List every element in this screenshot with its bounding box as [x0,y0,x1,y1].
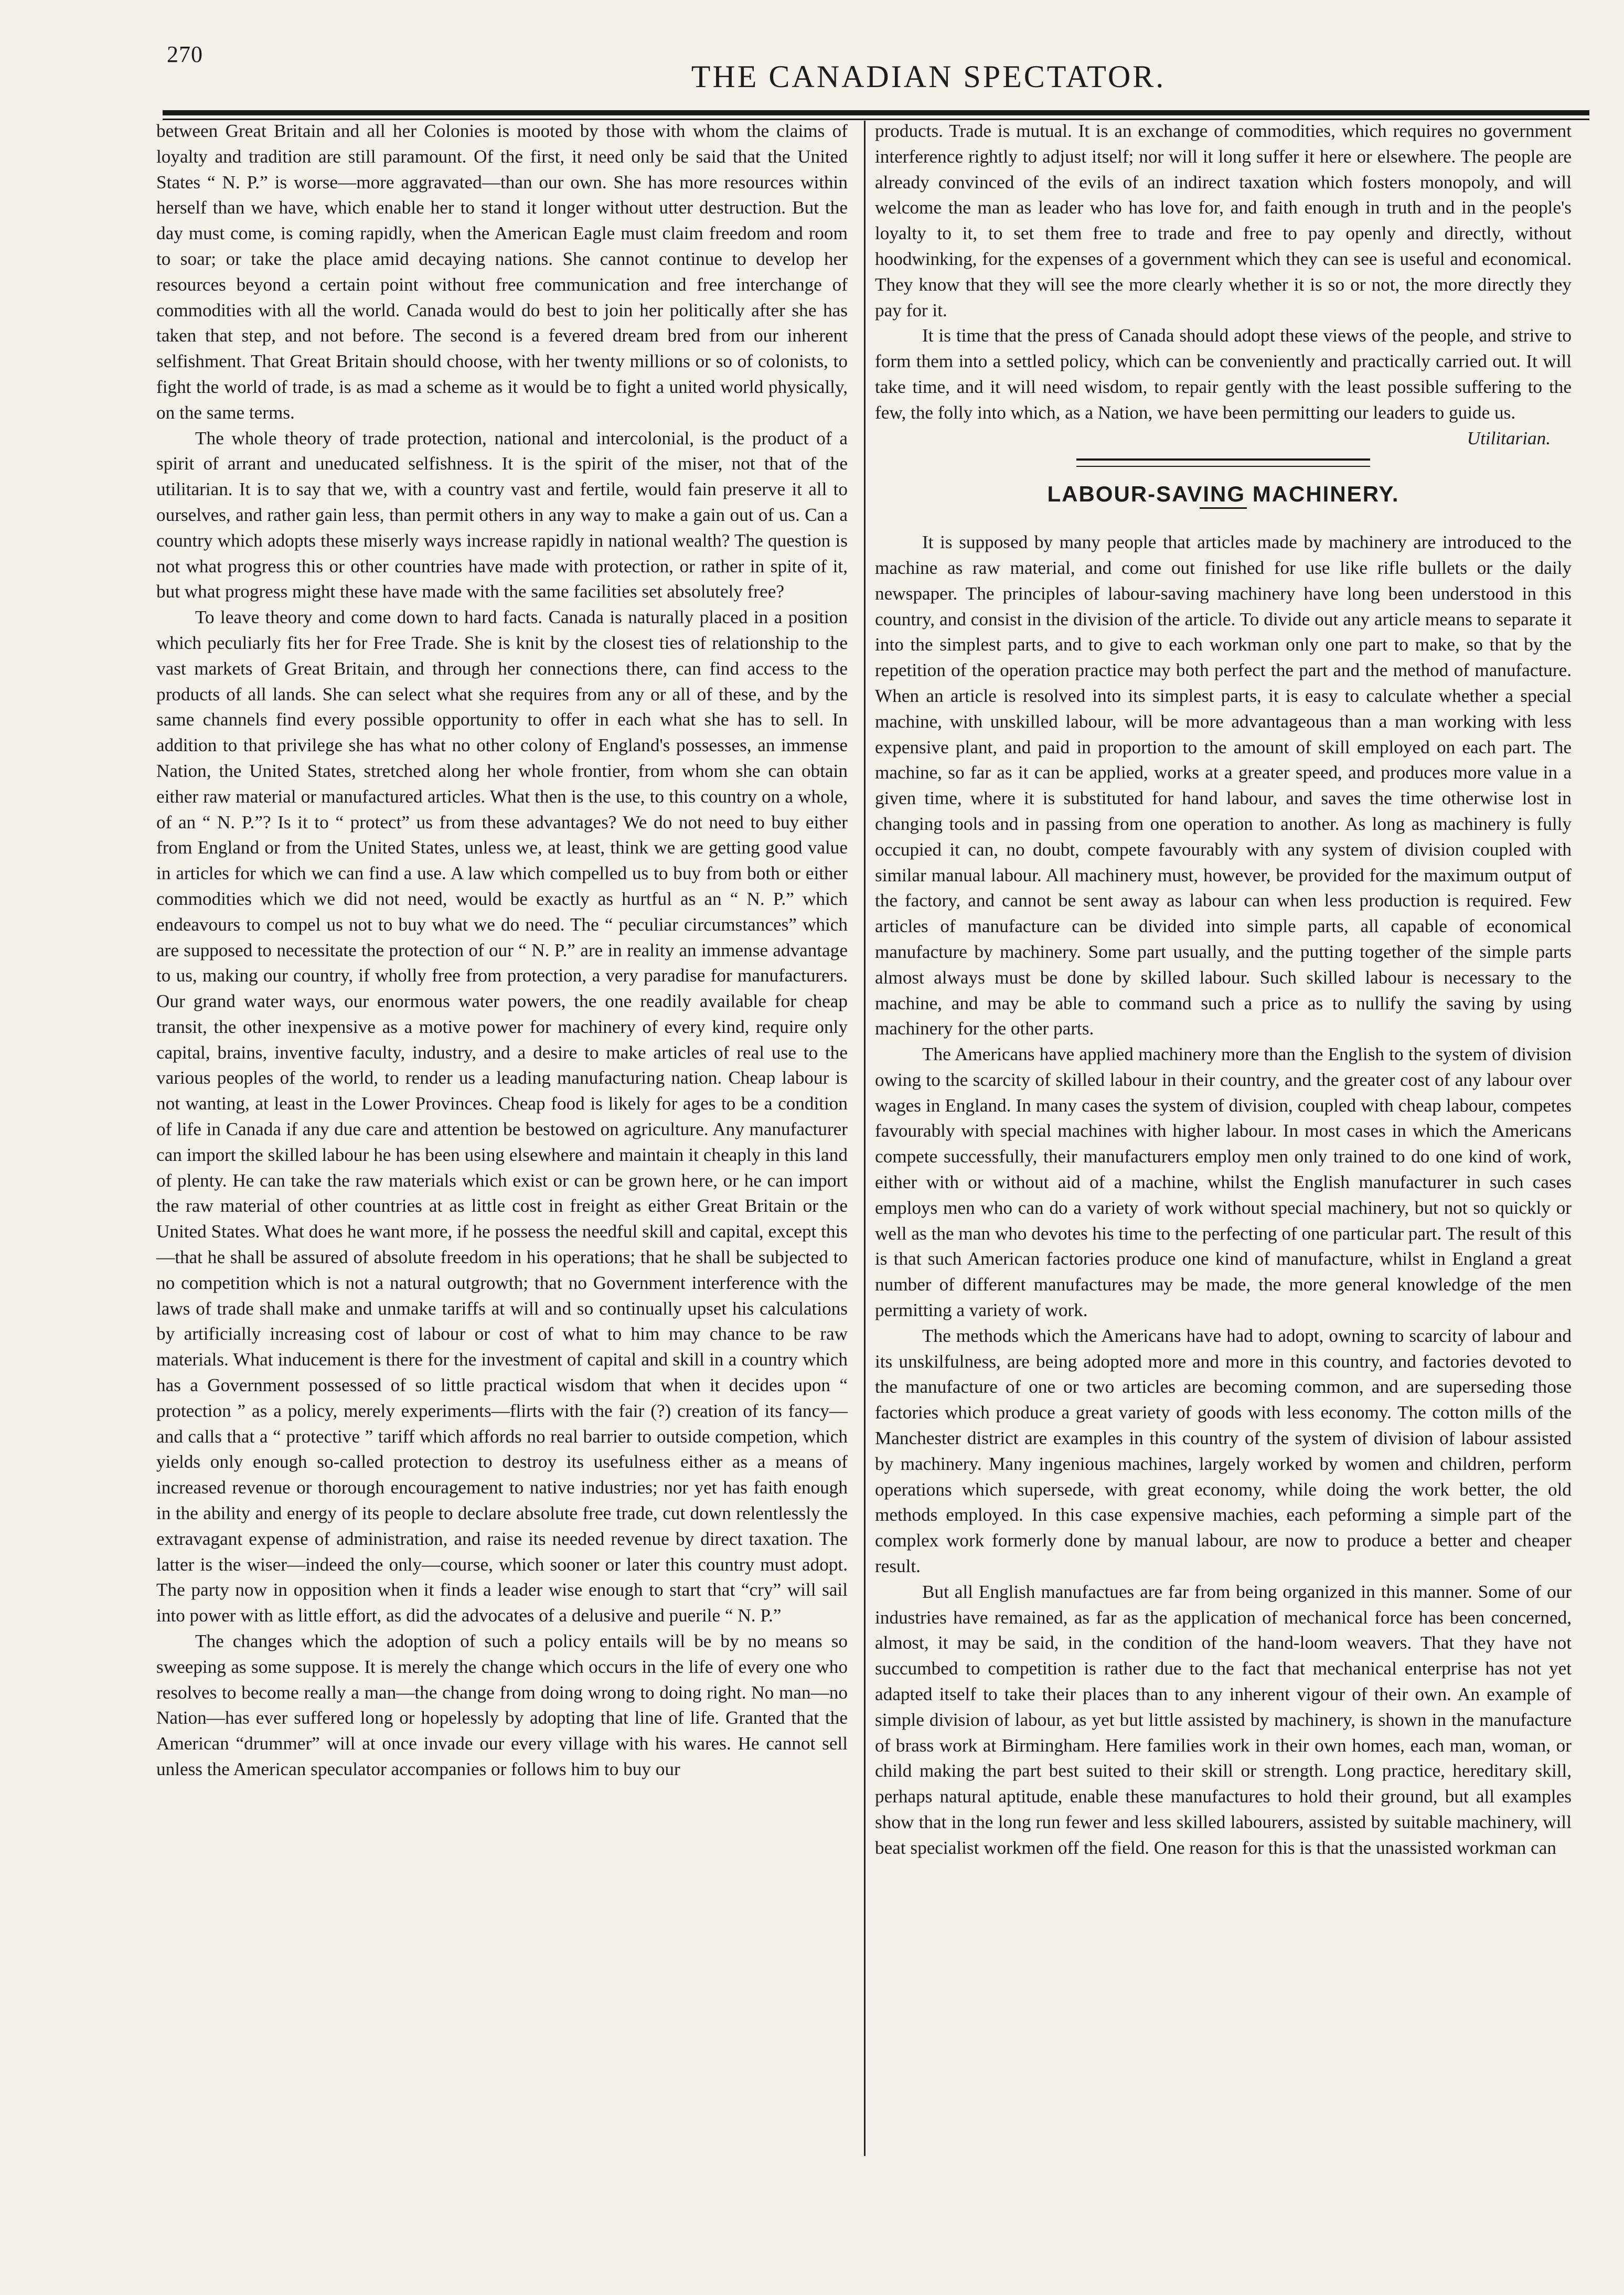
column-divider [864,121,866,2156]
article-paragraph-3: The methods which the Americans have had to adopt, owning to scarcity of labour and its unskilfulness, are being adopted more and more in this country, and factories devoted to the manufacture of one or two articles are becoming common, and are superseding those factories which produce a great variety of goods with less economy. The cotton mills of the Manchester district are examples in this country of the system of division of labour assisted by machinery. Many ingenious machines, largely worked by women and children, perform operations which supersede, with great economy, while doing the work better, the old methods employed. In this case expensive machies, each peforming a simple part of the complex work formerly done by manual labour, are now to produce a better and cheaper result. [875,1325,1572,1577]
page-number: 270 [167,41,203,67]
left-paragraph-2: The whole theory of trade protection, national and intercolonial, is the product of a spirit of arrant and uneducated selfishness. It is the spirit of the miser, not that of the utilitarian. It is to say that we, with a country vast and fertile, would fain preserve it all to ourselves, and rather gain less, than permit others in any way to make a gain out of us. Can a country which adopts these miserly ways increase rapidly in national wealth? The question is not what progress this or other countries have made with protection, or rather in spite of it, but what progress might these have made with the same facilities set absolutely free? [156,428,848,602]
author-signature: Utilitarian. [1467,428,1551,449]
publication-title: THE CANADIAN SPECTATOR. [691,59,1166,94]
header-rule-thick [163,110,1589,115]
left-paragraph-1: between Great Britain and all her Colonies is mooted by those with whom the claims of loyalty and tradition are still paramount. Of the first, it need only be said that the United States “ N. P.” is worse—more aggravated—than our own. She has more resources within herself than we have, which enable her to stand it longer without utter destruction. But the day must come, is coming rapidly, when the American Eagle must claim freedom and room to soar; or take the place amid decaying nations. She cannot continue to develop her resources beyond a certain point without free communication and free interchange of commodities with all the world. Canada would do best to join her politically after she has taken that step, and not before. The second is a fevered dream bred from our inherent selfishment. That Great Britain should choose, with her twenty millions or so of colonists, to fight the world of trade, is as mad a scheme as it would be to fight a united world physically, on the same terms. [156,121,848,423]
right-column [875,119,1572,1861]
right-intro-paragraph-1: products. Trade is mutual. It is an exchange of commodities, which requires no government interference rightly to adjust itself; nor will it long suffer it here or elsewhere. The people are already convinced of the evils of an indirect taxation which fosters monopoly, and will welcome the man as leader who has love for, and faith enough in truth and in the people's loyalty to it, to set them free to trade and free to pay openly and directly, without hoodwinking, for the expenses of a government which they can see is useful and economical. They know that they will see the more clearly whether it is so or not, the more directly they pay for it. [875,121,1572,321]
left-column [156,119,848,1782]
left-paragraph-4: The changes which the adoption of such a policy entails will be by no means so sweeping as some suppose. It is merely the change which occurs in the life of every one who resolves to become really a man—the change from doing wrong to doing right. No man—no Nation—has ever suffered long or hopelessly by adopting that line of life. Granted that the American “drummer” will at once invade our every village with his wares. He cannot sell unless the American speculator accompanies or follows him to buy our [156,1631,848,1779]
heading-underline [1200,507,1247,509]
right-intro-paragraph-2: It is time that the press of Canada should adopt these views of the people, and strive to form them into a settled policy, which can be conveniently and practically carried out. It will take time, and it will need wisdom, to repair gently with the least possible suffering to the few, the folly into which, as a Nation, we have been permitting our leaders to guide us. [875,325,1572,423]
article-paragraph-4: But all English manufactues are far from being organized in this manner. Some of our industries have remained, as far as the application of mechanical force has been concerned, almost, it may be said, in the condition of the hand-loom weavers. That they have not succumbed to competition is rather due to the fact that mechanical enterprise has not yet adapted itself to take their places than to any inherent vigour of their own. An example of simple division of labour, as yet but little assisted by machinery, is shown in the manufacture of brass work at Birmingham. Here families work in their own homes, each man, woman, or child making the part best suited to their skill or strength. Long practice, hereditary skill, perhaps natural aptitude, enable these manufactures to hold their ground, but all examples show that in the long run fewer and less skilled labourers, assisted by suitable machinery, will beat specialist workmen off the field. One reason for this is that the unassisted workman can [875,1581,1572,1858]
article-heading: LABOUR-SAVING MACHINERY. [1047,482,1399,507]
article-paragraph-1: It is supposed by many people that articles made by machinery are introduced to the machine as raw material, and come out finished for use like rifle bullets or the daily newspaper. The principles of labour-saving machinery have long been understood in this country, and consist in the division of the article. To divide out any article means to separate it into the simplest parts, and to give to each workman only one part to make, so that by the repetition of the operation practice may both perfect the part and the method of manufacture. When an article is resolved into its simplest parts, it is easy to calculate whether a special machine, with unskilled labour, will be more advantageous than a man working with less expensive plant, and paid in proportion to the amount of skill employed on each part. The machine, so far as it can be applied, works at a greater speed, and produces more value in a given time, where it is substituted for hand labour, and saves the time otherwise lost in changing tools and in passing from one operation to another. As long as machinery is fully occupied it can, no doubt, compete favourably with any system of division coupled with similar manual labour. All machinery must, however, be provided for the maximum output of the factory, and cannot be sent away as labour can when less production is required. Few articles of manufacture can be divided into simple parts, all capable of economical manufacture by machinery. Some part usually, and the putting together of the simple parts almost always must be done by skilled labour. Such skilled labour is necessary to the machine, and may be able to command such a price as to nullify the saving by using machinery for the other parts. [875,532,1572,1039]
left-paragraph-3: To leave theory and come down to hard facts. Canada is naturally placed in a position which peculiarly fits her for Free Trade. She is knit by the closest ties of relationship to the vast markets of Great Britain, and through her connections there, can find access to the products of all lands. She can select what she requires from any or all of these, and by the same channels find every possible opportunity to offer in each what she has to sell. In addition to that privilege she has what no other colony of England's possesses, an immense Nation, the United States, stretched along her whole frontier, from whom she can obtain either raw material or manufactured articles. What then is the use, to this country on a whole, of an “ N. P.”? Is it to “ protect” us from these advantages? We do not need to buy either from England or from the United States, unless we, at least, think we are getting good value in articles for which we can find a use. A law which compelled us to buy from both or either commodities which we did not need, would be exactly as hurtful as an “ N. P.” which endeavours to compel us not to buy what we do need. The “ peculiar circumstances” which are supposed to necessitate the protection of our “ N. P.” are in reality an immense advantage to us, making our country, if wholly free from protection, a very paradise for manufacturers. Our grand water ways, our enormous water powers, the one readily available for cheap transit, the other inexpensive as a motive power for machinery of every kind, require only capital, brains, inventive faculty, industry, and a desire to make articles of real use to the various peoples of the world, to render us a leading manufacturing nation. Cheap labour is not wanting, at least in the Lower Provinces. Cheap food is likely for ages to be a condition of life in Canada if any due care and attention be bestowed on agriculture. Any manufacturer can import the skilled labour he has been using elsewhere and maintain it cheaply in this land of plenty. He can take the raw materials which exist or can be grown here, or he can import the raw material of other countries at as little cost in freight as either Great Britain or the United States. What does he want more, if he possess the needful skill and capital, except this—that he shall be assured of absolute freedom in his operations; that he shall be subjected to no competition which is not a natural outgrowth; that no Government interference with the laws of trade shall make and unmake tariffs at will and so continually upset his calculations by artificially increasing cost of labour or cost of what to him may chance to be raw materials. What inducement is there for the investment of capital and skill in a country which has a Government possessed of so little practical wisdom that when it decides upon “ protection ” as a policy, merely experiments—flirts with the fair (?) creation of its fancy—and calls that a “ protective ” tariff which affords no real barrier to outside competion, which yields only enough so-called protection to destroy its usefulness either as a means of increased revenue or thorough encouragement to native industries; nor yet has faith enough in the ability and energy of its people to declare absolute free trade, cut down relentlessly the extravagant expense of administration, and raise its needed revenue by direct taxation. The latter is the wiser—indeed the only—course, which sooner or later this country must adopt. The party now in opposition when it finds a leader wise enough to start that “cry” will sail into power with as little effort, as did the advocates of a delusive and puerile “ N. P.” [156,607,848,1626]
article-paragraph-2: The Americans have applied machinery more than the English to the system of division owing to the scarcity of skilled labour in their country, and the greater cost of any labour over wages in England. In many cases the system of division, coupled with cheap labour, competes favourably with special machines with higher labour. In most cases in which the Americans compete successfully, their manufacturers employ men only trained to do one kind of work, either with or without aid of a machine, whilst the English manufacturer in such cases employs men who can do a variety of work without special machinery, but not so quickly or well as the man who devotes his time to the perfecting of one particular part. The result of this is that such American factories produce one kind of manufacture, whilst in England a great number of different manufactures may be made, the more general knowledge of the men permitting a variety of work. [875,1044,1572,1321]
section-separator [1076,458,1370,467]
